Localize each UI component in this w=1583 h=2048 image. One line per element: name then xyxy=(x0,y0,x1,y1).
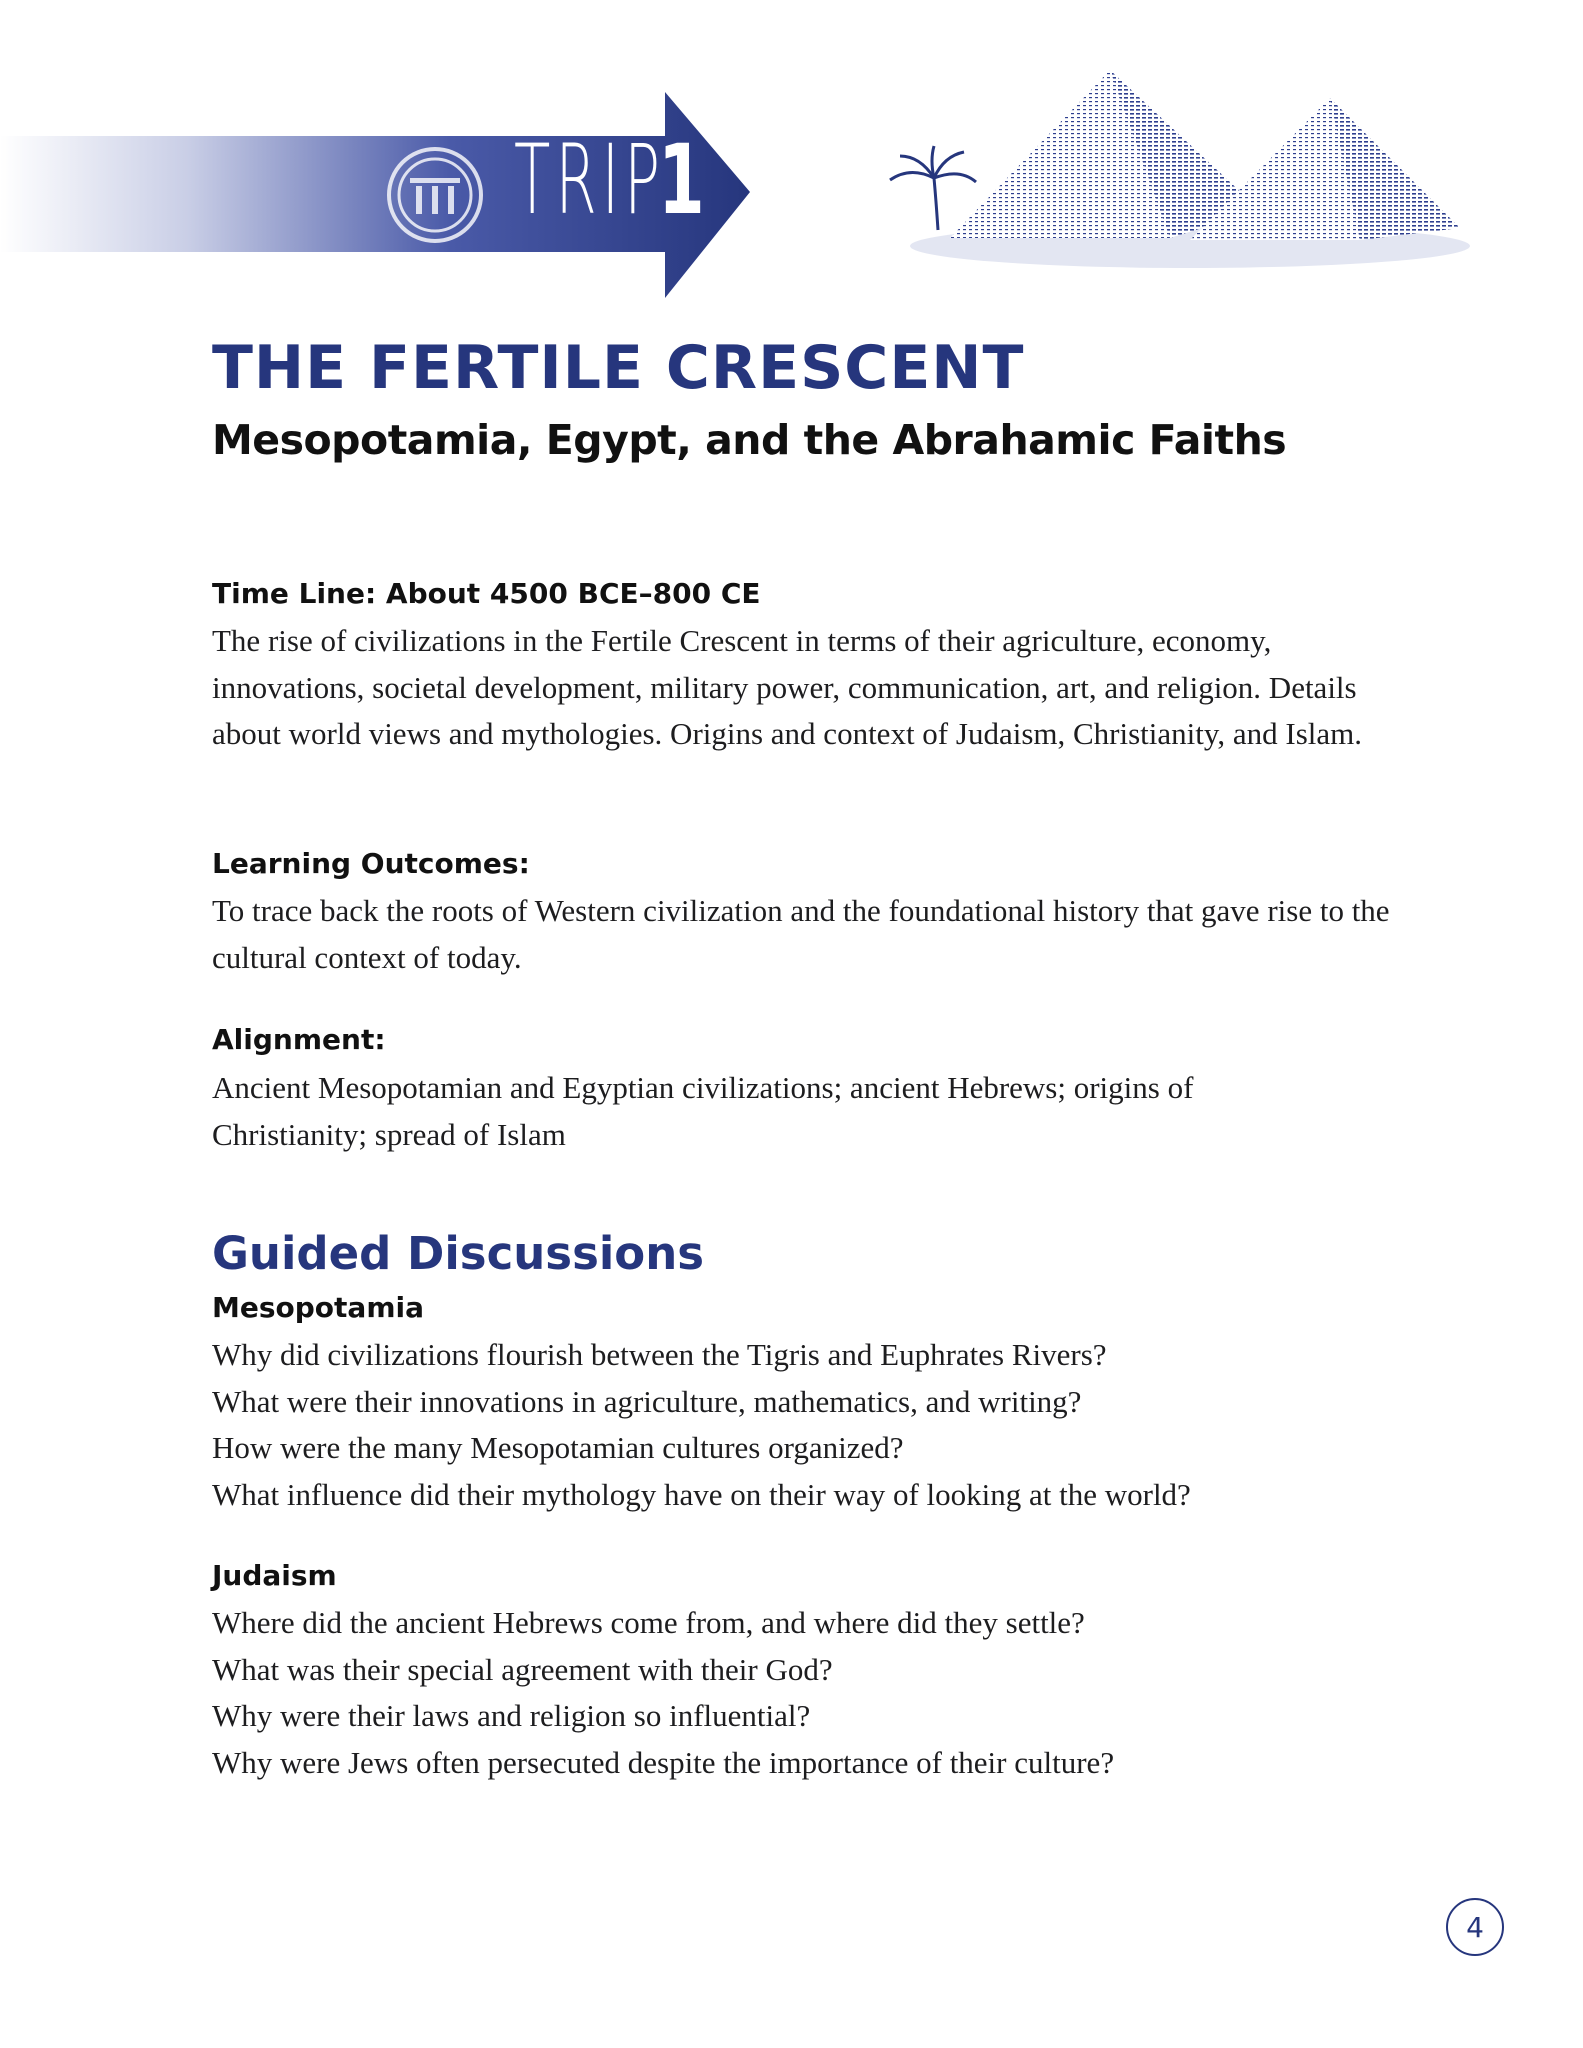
list-item: What were their innovations in agriculture, mathematics, and writing? xyxy=(212,1383,1082,1419)
judaism-questions xyxy=(212,1600,1392,1786)
judaism-label: Judaism xyxy=(212,1559,337,1592)
mesopotamia-label: Mesopotamia xyxy=(212,1291,424,1324)
list-item: What was their special agreement with their God? xyxy=(212,1651,833,1687)
mesopotamia-questions xyxy=(212,1332,1392,1518)
list-item: How were the many Mesopotamian cultures organized? xyxy=(212,1430,904,1465)
timeline-label: Time Line: About 4500 BCE–800 CE xyxy=(212,577,761,610)
page-title: THE FERTILE CRESCENT xyxy=(212,333,1025,403)
learning-outcomes-label: Learning Outcomes: xyxy=(212,847,530,880)
timeline-text: The rise of civilizations in the Fertile Crescent in terms of their agriculture, economy, innovations, societal development, military power, communication, art, and religion. Details about world views and mythologies. Origins and context of Judaism, Christianity, and Islam. xyxy=(212,623,1362,751)
pyramids-palm-illustration xyxy=(860,60,1480,295)
alignment-label: Alignment: xyxy=(212,1023,386,1056)
alignment-text: Ancient Mesopotamian and Egyptian civilizations; ancient Hebrews; origins of Christianity; spread of Islam xyxy=(212,1070,1194,1152)
guided-discussions-heading: Guided Discussions xyxy=(212,1227,705,1280)
list-item: Why did civilizations flourish between the Tigris and Euphrates Rivers? xyxy=(212,1337,1107,1372)
columns-circle-icon xyxy=(386,146,484,249)
learning-outcomes-text: To trace back the roots of Western civilization and the foundational history that gave rise to the cultural context of today. xyxy=(212,893,1390,975)
page-number: 4 xyxy=(1446,1898,1504,1956)
trip-label: TRIP xyxy=(514,124,665,236)
list-item: Where did the ancient Hebrews come from, and where did they settle? xyxy=(212,1605,1085,1640)
list-item: Why were their laws and religion so influential? xyxy=(212,1698,811,1733)
trip-number: 1 xyxy=(658,124,705,236)
page-subtitle: Mesopotamia, Egypt, and the Abrahamic Faiths xyxy=(212,416,1287,464)
list-item: What influence did their mythology have on their way of looking at the world? xyxy=(212,1476,1191,1512)
list-item: Why were Jews often persecuted despite the importance of their culture? xyxy=(212,1744,1115,1780)
